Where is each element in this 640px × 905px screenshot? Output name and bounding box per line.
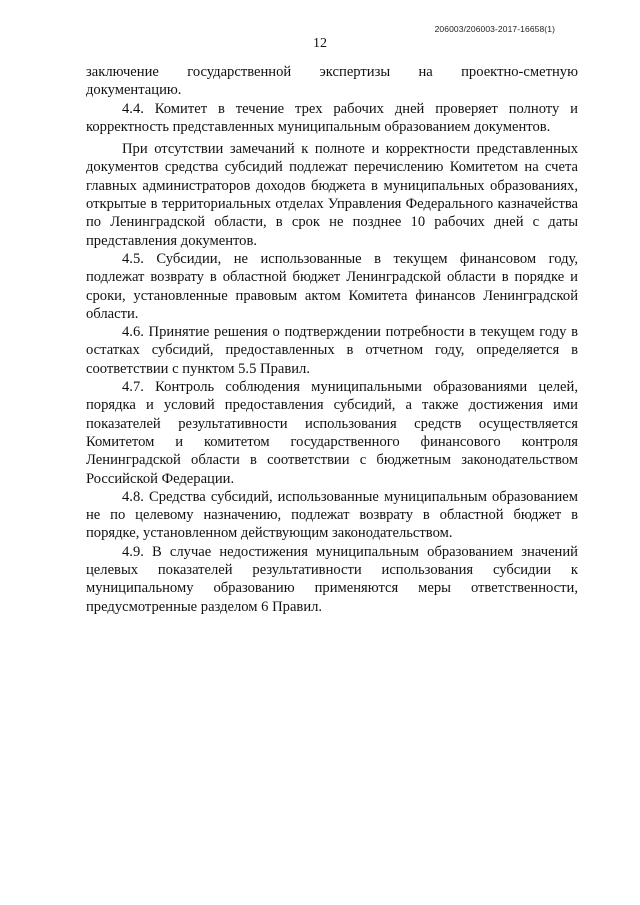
page-number: 12 — [313, 36, 327, 51]
paragraph-continuation: заключение государственной экспертизы на проектно-сметную документацию. — [86, 64, 578, 99]
paragraph-4-4: 4.4. Комитет в течение трех рабочих дней проверяет полноту и корректность представленных муниципальным образованием документов. — [86, 100, 578, 135]
paragraph-4-9: 4.9. В случае недостижения муниципальным образованием значений целевых показателей результативности использования субсидии к муниципальному образованию применяются меры ответственности, предусмотренные разделом 6 Правил. — [86, 543, 578, 615]
document-id: 206003/206003-2017-16658(1) — [434, 24, 555, 34]
paragraph-4-5: 4.5. Субсидии, не использованные в текущем финансовом году, подлежат возврату в областной бюджет Ленинградской области в порядке и сроки, установленные правовым актом Комитета финансов Ленинградской области. — [86, 250, 578, 322]
document-body — [86, 63, 578, 616]
paragraph-4-4-transfer: При отсутствии замечаний к полноте и корректности представленных документов средства субсидий подлежат перечислению Комитетом на счета главных администраторов доходов бюджета в муниципальных образованиях, открытые в территориальных отделах Управления Федерального казначейства по Ленинградской области, в срок не позднее 10 рабочих дней с даты представления документов. — [86, 141, 578, 249]
paragraph-4-7: 4.7. Контроль соблюдения муниципальными образованиями целей, порядка и условий предоставления субсидий, а также достижения ими показателей результативности использования средств осуществляется Комитетом и комитетом государственного финансового контроля Ленинградской области в соответствии с бюджетным законодательством Российской Федерации. — [86, 379, 578, 487]
paragraph-4-8: 4.8. Средства субсидий, использованные муниципальным образованием не по целевому назначению, подлежат возврату в областной бюджет в порядке, установленном действующим законодательством. — [86, 488, 578, 542]
paragraph-4-6: 4.6. Принятие решения о подтверждении потребности в текущем году в остатках субсидий, предоставленных в отчетном году, определяется в соответствии с пунктом 5.5 Правил. — [86, 324, 578, 377]
